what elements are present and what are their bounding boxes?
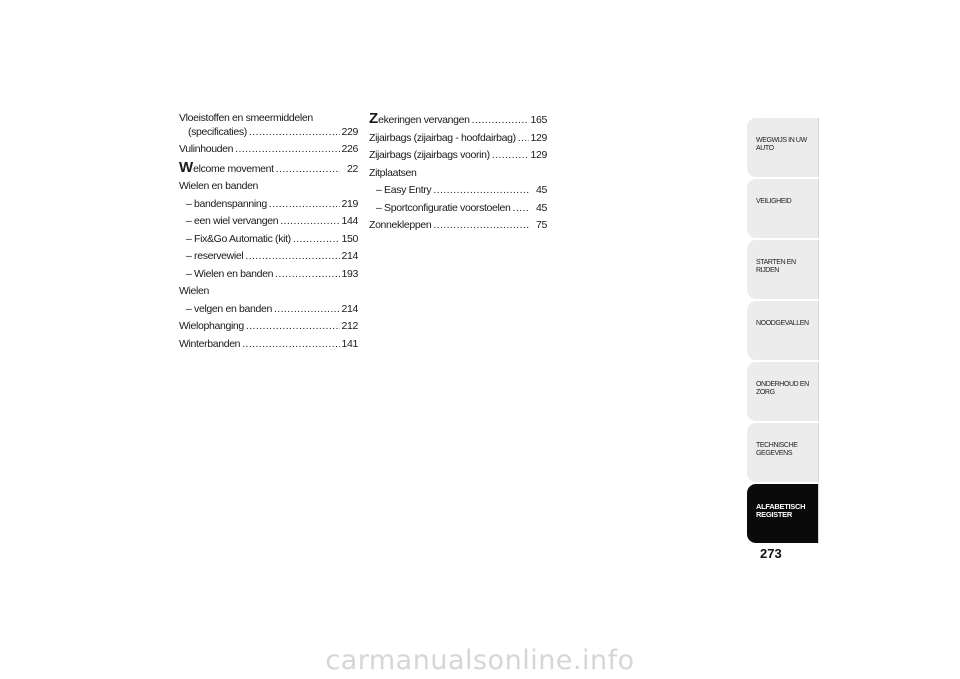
leader-dots — [245, 248, 339, 266]
entry-page-number: 193 — [341, 267, 358, 280]
page-number: 273 — [760, 546, 782, 561]
leader-dots — [276, 161, 340, 179]
entry-page-number: 129 — [530, 131, 547, 144]
chapter-tab[interactable] — [747, 362, 819, 421]
leader-dots — [275, 266, 339, 284]
leader-dots — [235, 141, 339, 159]
index-subentry — [179, 248, 358, 266]
entry-page-number: 214 — [341, 250, 358, 262]
chapter-tab[interactable] — [747, 118, 819, 177]
leader-dots — [433, 217, 529, 235]
leader-dots — [433, 182, 529, 200]
chapter-tab-label: NOODGEVALLEN — [756, 320, 809, 327]
leader-dots — [472, 112, 529, 130]
entry-label: Zijairbags (zijairbag - hoofdairbag) — [369, 131, 516, 144]
index-subentry — [179, 301, 358, 319]
entry-page-number: 141 — [341, 337, 358, 350]
leader-dots — [274, 301, 340, 319]
entry-page-number: 226 — [341, 143, 358, 155]
entry-label — [179, 159, 274, 179]
entry-label: Wielophanging — [179, 320, 244, 332]
index-entry — [369, 147, 547, 165]
chapter-tab[interactable] — [747, 301, 819, 360]
leader-dots — [249, 124, 340, 142]
entry-page-number: 129 — [530, 149, 547, 161]
leader-dots — [513, 200, 530, 218]
section-initial: W — [179, 158, 194, 176]
entry-page-number: 22 — [347, 162, 358, 175]
leader-dots — [518, 130, 529, 148]
entry-label — [369, 110, 470, 130]
entry-page-number: 45 — [536, 184, 547, 196]
entry-label-text: elcome movement — [193, 162, 274, 175]
entry-label: Zijairbags (zijairbags voorin) — [369, 149, 490, 161]
entry-page-number: 212 — [341, 320, 358, 332]
chapter-tab-label: TECHNISCHE GEGEVENS — [756, 442, 798, 457]
index-subentry — [179, 213, 358, 231]
entry-page-number: 150 — [341, 232, 358, 245]
index-heading: Wielen en banden — [179, 180, 259, 192]
index-entry — [369, 217, 547, 235]
index-entry — [369, 130, 547, 148]
chapter-tab[interactable] — [747, 179, 819, 238]
entry-label: – Easy Entry — [376, 184, 432, 196]
index-subentry — [179, 231, 358, 249]
index-entry — [369, 110, 547, 130]
index-subentry — [369, 182, 547, 200]
chapter-tab[interactable] — [747, 240, 819, 299]
index-subentry — [179, 266, 358, 284]
index-subentry — [179, 196, 358, 214]
entry-label: Vloeistoffen en smeermiddelen — [179, 112, 313, 124]
leader-dots — [246, 318, 340, 336]
entry-label: – Fix&Go Automatic (kit) — [186, 232, 291, 245]
leader-dots — [242, 336, 339, 354]
watermark: carmanualsonline.info — [325, 645, 635, 676]
entry-label-text: ekeringen vervangen — [378, 114, 470, 126]
entry-label: – bandenspanning — [186, 197, 267, 210]
index-column-right — [369, 110, 547, 235]
section-initial: Z — [369, 110, 379, 127]
leader-dots — [269, 196, 340, 214]
index-subentry — [369, 200, 547, 218]
entry-page-number: 45 — [536, 201, 547, 214]
entry-page-number: 219 — [341, 197, 358, 210]
entry-label: – Sportconfiguratie voorstoelen — [376, 201, 511, 214]
entry-label: – velgen en banden — [186, 302, 272, 315]
index-entry — [179, 318, 358, 336]
index-heading: Zitplaatsen — [369, 166, 417, 179]
entry-page-number: 214 — [341, 302, 358, 315]
entry-label: – een wiel vervangen — [186, 215, 279, 227]
index-entry — [179, 124, 358, 142]
entry-label: Winterbanden — [179, 337, 241, 350]
entry-label: – reservewiel — [186, 250, 244, 262]
index-entry — [179, 141, 358, 159]
chapter-tabs — [747, 118, 819, 545]
entry-page-number: 229 — [341, 125, 358, 138]
chapter-tab[interactable] — [747, 484, 819, 543]
leader-dots — [280, 213, 339, 231]
index-heading: Wielen — [179, 285, 209, 297]
index-entry — [179, 336, 358, 354]
entry-label: Vulinhouden — [179, 143, 234, 155]
leader-dots — [492, 147, 529, 165]
chapter-tab-label: VEILIGHEID — [756, 198, 792, 205]
index-entry — [179, 159, 358, 179]
chapter-tab[interactable] — [747, 423, 819, 482]
leader-dots — [293, 231, 340, 249]
chapter-tab-label: ALFABETISCH REGISTER — [756, 502, 806, 519]
chapter-tab-label: WEGWIJS IN UW AUTO — [756, 137, 807, 152]
chapter-tab-label: STARTEN EN RIJDEN — [756, 259, 796, 274]
chapter-tab-label: ONDERHOUD EN ZORG — [756, 381, 809, 396]
entry-label: Zonnekleppen — [369, 219, 432, 231]
entry-page-number: 165 — [530, 114, 547, 126]
entry-label: (specificaties) — [188, 125, 247, 138]
entry-page-number: 75 — [536, 219, 547, 231]
entry-label: – Wielen en banden — [186, 267, 274, 280]
entry-page-number: 144 — [341, 215, 358, 227]
index-column-left — [179, 110, 358, 353]
